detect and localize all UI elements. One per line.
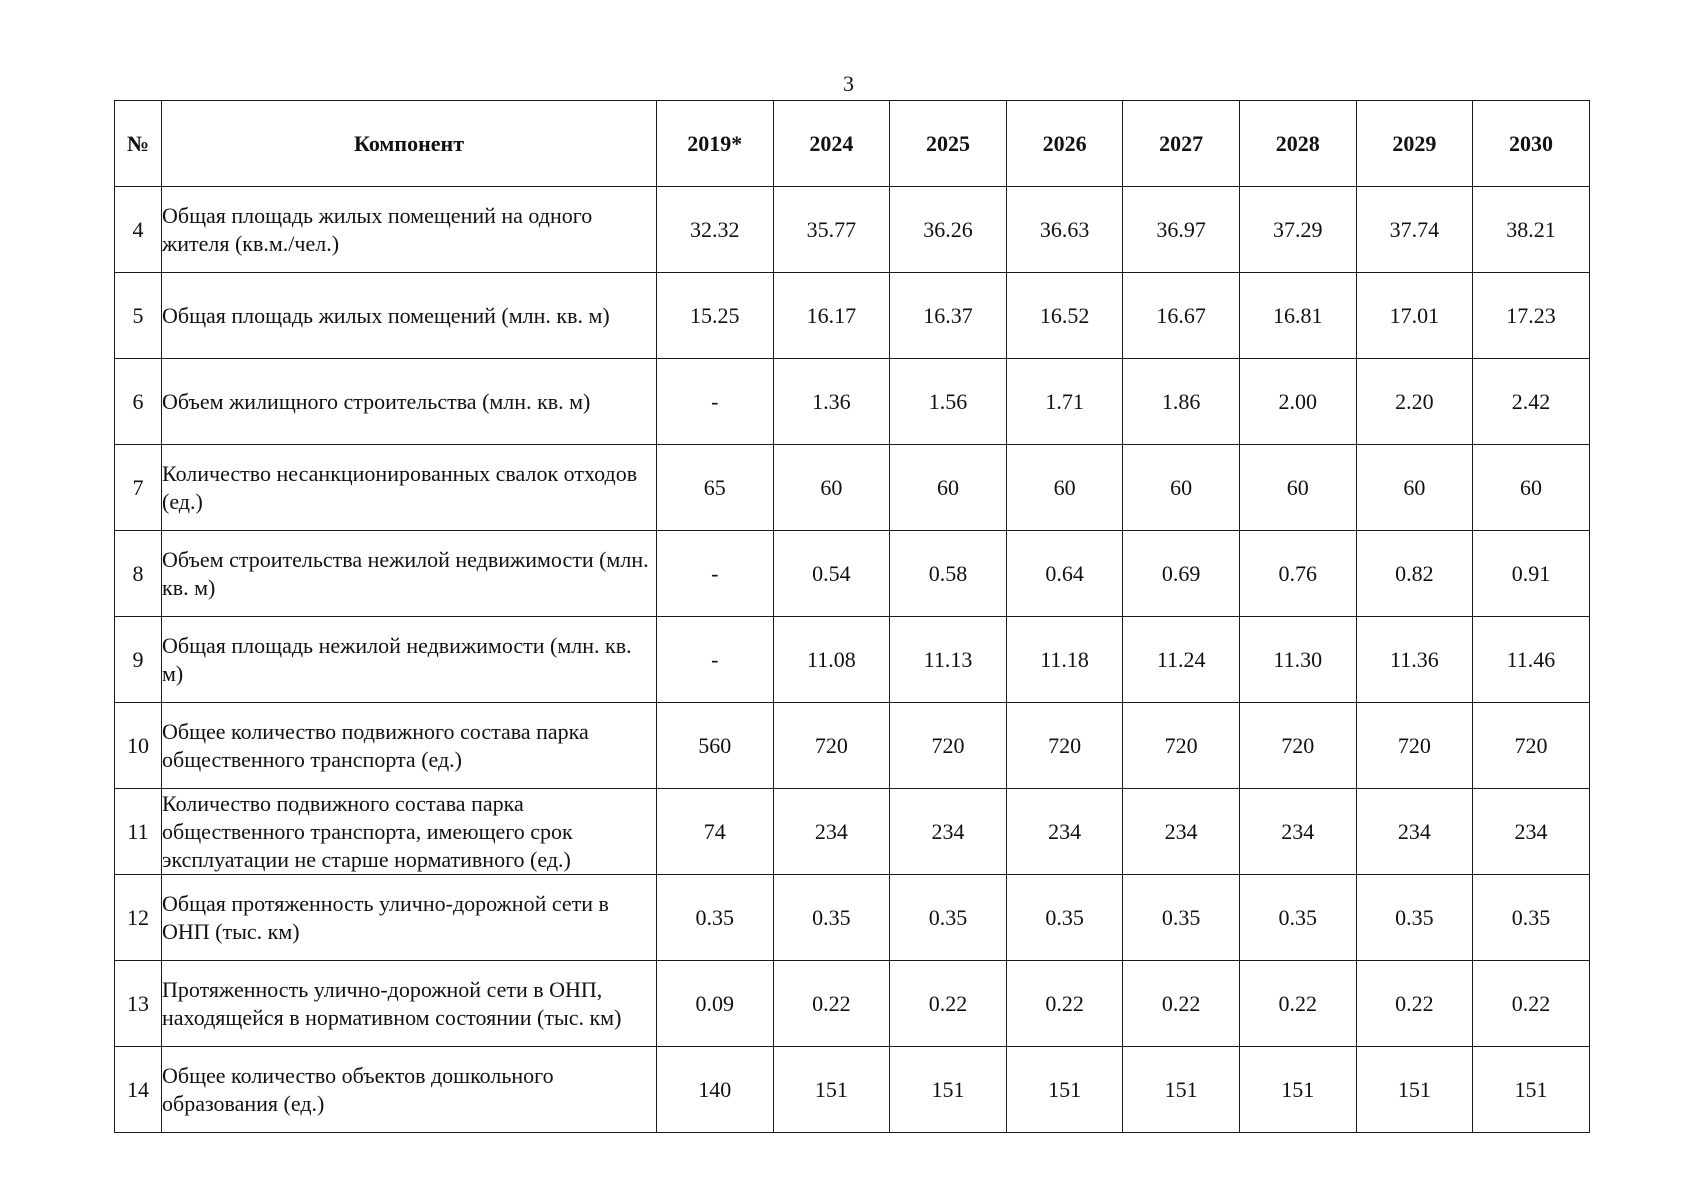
year-value-cell: 0.69 — [1123, 531, 1240, 617]
year-value-cell: 0.64 — [1006, 531, 1123, 617]
year-value-cell: 15.25 — [657, 273, 774, 359]
component-name: Общая протяженность улично-дорожной сети в ОНП (тыс. км) — [162, 875, 657, 961]
year-value-cell: 0.82 — [1356, 531, 1473, 617]
table-row — [115, 703, 1590, 789]
component-name: Объем строительства нежилой недвижимости (млн. кв. м) — [162, 531, 657, 617]
table-row — [115, 359, 1590, 445]
year-value-cell: 11.08 — [773, 617, 890, 703]
table-row — [115, 617, 1590, 703]
year-value-cell: 0.35 — [1123, 875, 1240, 961]
year-value-cell: 720 — [773, 703, 890, 789]
year-value-cell: 36.97 — [1123, 187, 1240, 273]
year-value-cell: 0.76 — [1239, 531, 1356, 617]
year-value-cell: 16.37 — [890, 273, 1007, 359]
year-value-cell: 234 — [773, 789, 890, 875]
component-name: Количество подвижного состава парка общественного транспорта, имеющего срок эксплуатации не старше нормативного (ед.) — [162, 789, 657, 875]
year-value-cell: 2.20 — [1356, 359, 1473, 445]
year-value-cell: 60 — [890, 445, 1007, 531]
table-row — [115, 1047, 1590, 1133]
header-year: 2030 — [1473, 101, 1590, 187]
year-value-cell: 151 — [773, 1047, 890, 1133]
year-value-cell: 234 — [1006, 789, 1123, 875]
year-value-cell: 234 — [1123, 789, 1240, 875]
component-name: Общая площадь нежилой недвижимости (млн. кв. м) — [162, 617, 657, 703]
header-year: 2024 — [773, 101, 890, 187]
table-row — [115, 875, 1590, 961]
year-value-cell: 720 — [890, 703, 1007, 789]
year-value-cell: 1.86 — [1123, 359, 1240, 445]
indicators-table — [114, 100, 1590, 1133]
component-name: Объем жилищного строительства (млн. кв. м) — [162, 359, 657, 445]
year-value-cell: 0.09 — [657, 961, 774, 1047]
year-value-cell: 16.81 — [1239, 273, 1356, 359]
row-number: 14 — [115, 1047, 162, 1133]
year-value-cell: 36.63 — [1006, 187, 1123, 273]
year-value-cell: 0.35 — [1006, 875, 1123, 961]
row-number: 8 — [115, 531, 162, 617]
year-value-cell: 36.26 — [890, 187, 1007, 273]
year-value-cell: 60 — [773, 445, 890, 531]
year-value-cell: 720 — [1356, 703, 1473, 789]
year-value-cell: 60 — [1473, 445, 1590, 531]
year-value-cell: 38.21 — [1473, 187, 1590, 273]
table-row — [115, 789, 1590, 875]
year-value-cell: 0.35 — [773, 875, 890, 961]
year-value-cell: 0.35 — [1356, 875, 1473, 961]
year-value-cell: 74 — [657, 789, 774, 875]
year-value-cell: 11.36 — [1356, 617, 1473, 703]
row-number: 7 — [115, 445, 162, 531]
component-name: Общее количество подвижного состава парка общественного транспорта (ед.) — [162, 703, 657, 789]
year-value-cell: 16.17 — [773, 273, 890, 359]
table-row — [115, 531, 1590, 617]
year-value-cell: 32.32 — [657, 187, 774, 273]
year-value-cell: 0.22 — [773, 961, 890, 1047]
row-number: 12 — [115, 875, 162, 961]
component-name: Общая площадь жилых помещений (млн. кв. м) — [162, 273, 657, 359]
year-value-cell: 234 — [1356, 789, 1473, 875]
header-year: 2025 — [890, 101, 1007, 187]
year-value-cell: 35.77 — [773, 187, 890, 273]
year-value-cell: 151 — [1356, 1047, 1473, 1133]
year-value-cell: 0.35 — [1473, 875, 1590, 961]
year-value-cell: 151 — [1239, 1047, 1356, 1133]
year-value-cell: 720 — [1473, 703, 1590, 789]
table-row — [115, 961, 1590, 1047]
row-number: 13 — [115, 961, 162, 1047]
year-value-cell: 1.36 — [773, 359, 890, 445]
year-value-cell: 0.35 — [1239, 875, 1356, 961]
year-value-cell: 0.22 — [890, 961, 1007, 1047]
year-value-cell: 37.29 — [1239, 187, 1356, 273]
table-header-row — [115, 101, 1590, 187]
row-number: 6 — [115, 359, 162, 445]
row-number: 5 — [115, 273, 162, 359]
table-body — [115, 187, 1590, 1133]
row-number: 4 — [115, 187, 162, 273]
header-year: 2028 — [1239, 101, 1356, 187]
year-value-cell: 0.54 — [773, 531, 890, 617]
year-value-cell: 16.67 — [1123, 273, 1240, 359]
year-value-cell: 0.35 — [657, 875, 774, 961]
year-value-cell: 60 — [1123, 445, 1240, 531]
year-value-cell: 2.00 — [1239, 359, 1356, 445]
year-value-cell: 720 — [1123, 703, 1240, 789]
table-row — [115, 273, 1590, 359]
component-name: Общая площадь жилых помещений на одного жителя (кв.м./чел.) — [162, 187, 657, 273]
year-value-cell: 0.22 — [1473, 961, 1590, 1047]
year-value-cell: 151 — [1006, 1047, 1123, 1133]
year-value-cell: 234 — [1473, 789, 1590, 875]
year-value-cell: 0.91 — [1473, 531, 1590, 617]
year-value-cell: 0.22 — [1239, 961, 1356, 1047]
year-value-cell: 234 — [890, 789, 1007, 875]
year-value-cell: 151 — [1473, 1047, 1590, 1133]
year-value-cell: 11.13 — [890, 617, 1007, 703]
year-value-cell: 0.22 — [1006, 961, 1123, 1047]
year-value-cell: 140 — [657, 1047, 774, 1133]
header-year: 2027 — [1123, 101, 1240, 187]
year-value-cell: 720 — [1239, 703, 1356, 789]
year-value-cell: 11.18 — [1006, 617, 1123, 703]
table-row — [115, 445, 1590, 531]
year-value-cell: 2.42 — [1473, 359, 1590, 445]
year-value-cell: 60 — [1356, 445, 1473, 531]
year-value-cell: 11.30 — [1239, 617, 1356, 703]
year-value-cell: 151 — [890, 1047, 1007, 1133]
year-value-cell: 234 — [1239, 789, 1356, 875]
page-number: 3 — [843, 71, 854, 96]
table-row — [115, 187, 1590, 273]
header-year: 2026 — [1006, 101, 1123, 187]
component-name: Протяженность улично-дорожной сети в ОНП, находящейся в нормативном состоянии (тыс. км) — [162, 961, 657, 1047]
year-value-cell: 60 — [1239, 445, 1356, 531]
year-value-cell: 65 — [657, 445, 774, 531]
year-value-cell: 1.71 — [1006, 359, 1123, 445]
year-value-cell: 151 — [1123, 1047, 1240, 1133]
header-component: Компонент — [162, 101, 657, 187]
year-value-cell: - — [657, 617, 774, 703]
year-value-cell: 0.22 — [1356, 961, 1473, 1047]
year-value-cell: 0.35 — [890, 875, 1007, 961]
year-value-cell: 0.22 — [1123, 961, 1240, 1047]
year-value-cell: - — [657, 359, 774, 445]
year-value-cell: 17.01 — [1356, 273, 1473, 359]
year-value-cell: 16.52 — [1006, 273, 1123, 359]
year-value-cell: 1.56 — [890, 359, 1007, 445]
year-value-cell: 560 — [657, 703, 774, 789]
header-num: № — [115, 101, 162, 187]
year-value-cell: 11.46 — [1473, 617, 1590, 703]
row-number: 9 — [115, 617, 162, 703]
year-value-cell: 720 — [1006, 703, 1123, 789]
year-value-cell: - — [657, 531, 774, 617]
year-value-cell: 11.24 — [1123, 617, 1240, 703]
row-number: 11 — [115, 789, 162, 875]
row-number: 10 — [115, 703, 162, 789]
year-value-cell: 37.74 — [1356, 187, 1473, 273]
component-name: Количество несанкционированных свалок отходов (ед.) — [162, 445, 657, 531]
header-year: 2019* — [657, 101, 774, 187]
year-value-cell: 60 — [1006, 445, 1123, 531]
year-value-cell: 0.58 — [890, 531, 1007, 617]
header-year: 2029 — [1356, 101, 1473, 187]
year-value-cell: 17.23 — [1473, 273, 1590, 359]
component-name: Общее количество объектов дошкольного образования (ед.) — [162, 1047, 657, 1133]
